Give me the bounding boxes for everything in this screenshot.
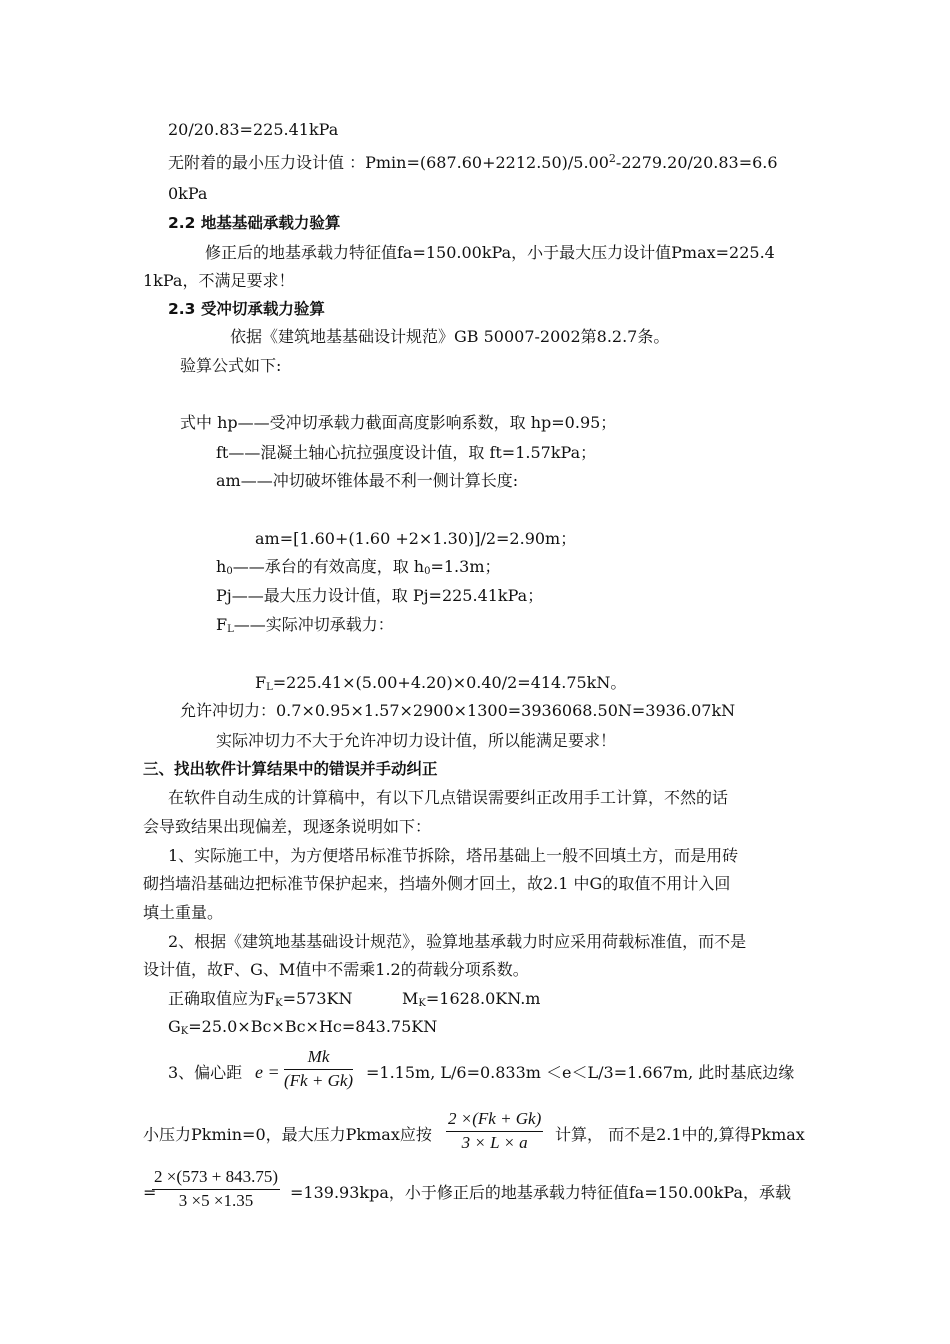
text-line <box>168 153 778 173</box>
text-span: 正确取值应为F <box>168 989 276 1008</box>
text-line: am——冲切破坏锥体最不利一侧计算长度: <box>216 471 519 490</box>
text-span: =573KN <box>282 989 353 1008</box>
fraction-pkmax-value <box>152 1166 280 1212</box>
subscript: K <box>275 998 283 1009</box>
text-span: M <box>402 989 419 1008</box>
fraction-numerator: 2 ×(Fk + Gk) <box>446 1108 543 1132</box>
text-line: 3、偏心距 <box>168 1063 243 1082</box>
text-span: ——实际冲切承载力： <box>233 615 394 634</box>
text-line: 修正后的地基承载力特征值fa=150.00kPa，小于最大压力设计值Pmax=225.4 <box>205 243 775 262</box>
text-span: F <box>255 673 267 692</box>
formula-line <box>255 673 626 693</box>
text-line: ft——混凝土轴心抗拉强度设计值，取 ft=1.57kPa； <box>216 443 597 462</box>
text-line: 依据《建筑地基基础设计规范》GB 50007-2002第8.2.7条。 <box>230 327 670 346</box>
exponent: 2 <box>608 152 616 165</box>
text-line: 验算公式如下: <box>180 356 282 375</box>
text-line: 2、根据《建筑地基基础设计规范》，验算地基承载力时应采用荷载标准值，而不是 <box>168 932 747 951</box>
text-line: 20/20.83=225.41kPa <box>168 120 339 139</box>
text-line: 在软件自动生成的计算稿中，有以下几点错误需要纠正改用手工计算，不然的话 <box>168 788 729 807</box>
equals-sign: = <box>143 1183 157 1202</box>
fraction-pkmax-formula <box>446 1108 543 1154</box>
text-line: =1.15m, L/6=0.833m ＜e＜L/3=1.667m, 此时基底边缘 <box>366 1063 795 1082</box>
text-line: 0kPa <box>168 184 208 203</box>
subscript: L <box>227 624 234 635</box>
subscript: K <box>418 998 426 1009</box>
subscript: L <box>266 682 273 693</box>
formula-line: am=[1.60+(1.60 +2×1.30)]/2=2.90m； <box>255 529 577 548</box>
section-heading-2-3: 2.3 受冲切承载力验算 <box>168 300 325 318</box>
text-line: 式中 hp——受冲切承载力截面高度影响系数，取 hp=0.95； <box>180 413 617 432</box>
text-line: Pj——最大压力设计值，取 Pj=225.41kPa； <box>216 586 544 605</box>
text-span: ——承台的有效高度，取 h <box>232 557 425 576</box>
text-span: F <box>216 615 228 634</box>
subscript: 0 <box>226 566 233 577</box>
text-span: h <box>216 557 227 576</box>
text-line: 砌挡墙沿基础边把标准节保护起来，挡墙外侧才回土，故2.1 中G的取值不用计入回 <box>143 874 731 893</box>
text-line <box>216 557 501 577</box>
section-heading-2-2: 2.2 地基基础承载力验算 <box>168 214 341 232</box>
subscript: K <box>180 1026 189 1037</box>
text-line: 实际冲切力不大于允许冲切力设计值，所以能满足要求！ <box>216 731 617 750</box>
text-span: =1.3m； <box>430 557 501 576</box>
text-line: 1、实际施工中，为方便塔吊标准节拆除，塔吊基础上一般不回填土方，而是用砖 <box>168 846 739 865</box>
text-line: 允许冲切力：0.7×0.95×1.57×2900×1300=3936068.50N=3936.07kN <box>180 701 736 720</box>
text-line: 1kPa，不满足要求！ <box>143 271 295 290</box>
text-span: =225.41×(5.00+4.20)×0.40/2=414.75kN。 <box>272 673 627 692</box>
fraction-denominator: (Fk + Gk) <box>284 1071 354 1090</box>
text-line <box>216 615 394 635</box>
fraction-numerator: 2 ×(573 + 843.75) <box>152 1166 280 1190</box>
eccentricity-symbol: e = <box>255 1062 280 1082</box>
fraction-denominator: 3 × L × a <box>461 1133 528 1152</box>
text-line: 设计值，故F、G、M值中不需乘1.2的荷载分项系数。 <box>143 960 529 979</box>
text-line <box>168 989 353 1009</box>
text-line: 会导致结果出现偏差，现逐条说明如下： <box>143 817 432 836</box>
text-span: =1628.0KN.m <box>425 989 541 1008</box>
text-line <box>402 989 540 1009</box>
subscript: 0 <box>424 566 431 577</box>
fraction-denominator: 3 ×5 ×1.35 <box>178 1191 254 1210</box>
text-span: =25.0×Bc×Bc×Hc=843.75KN <box>188 1017 438 1036</box>
text-span: G <box>168 1017 181 1036</box>
text-line <box>168 1017 437 1037</box>
fraction-numerator: Mk <box>284 1046 353 1070</box>
text-line: =139.93kpa，小于修正后的地基承载力特征值fa=150.00kPa，承载 <box>290 1183 792 1202</box>
text-line: 填土重量。 <box>143 903 224 922</box>
text-line: 计算， 而不是2.1中的,算得Pkmax <box>555 1125 805 1144</box>
fraction-eccentricity <box>284 1046 353 1092</box>
text-line: 小压力Pkmin=0，最大压力Pkmax应按 <box>143 1125 432 1144</box>
text-span: -2279.20/20.83=6.6 <box>615 153 778 172</box>
text-span: 无附着的最小压力设计值 ：Pmin=(687.60+2212.50)/5.00 <box>168 153 609 172</box>
section-heading-3: 三、找出软件计算结果中的错误并手动纠正 <box>143 760 438 778</box>
